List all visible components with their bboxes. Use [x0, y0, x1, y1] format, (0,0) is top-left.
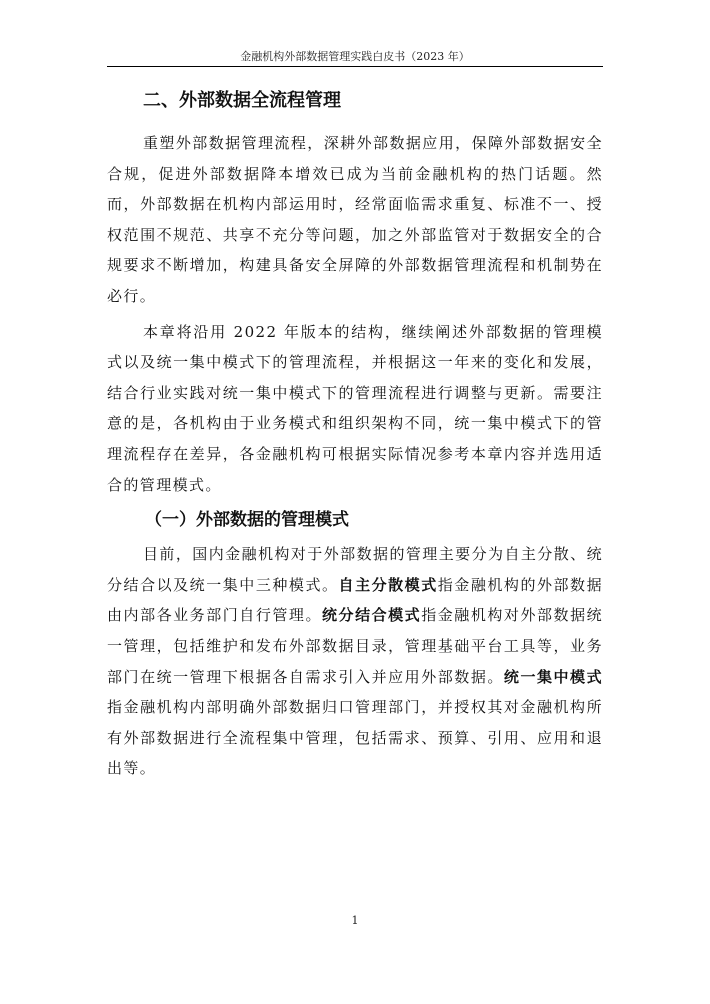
running-header: 金融机构外部数据管理实践白皮书（2023 年） [240, 50, 470, 63]
paragraph-text: 指金融机构的外部数据由内部各业务部门自行管理。 [107, 575, 603, 625]
body-paragraph: 本章将沿用 2022 年版本的结构，继续阐述外部数据的管理模式以及统一集中模式下的管理流程，并根据这一年来的变化和发展，结合行业实践对统一集中模式下的管理流程进行调整与更新。需要注意的是，各机构由于业务模式和组织架构不同，统一集中模式下的管理流程存在差异，各金融机构可根据实际情况参考本章内容并选用适合的管理模式。 [107, 322, 603, 494]
bold-term-centralized: 统一集中模式 [503, 667, 603, 686]
bold-term-decentralized: 自主分散模式 [338, 575, 438, 594]
body-paragraph: 重塑外部数据管理流程，深耕外部数据应用，保障外部数据安全合规，促进外部数据降本增效已成为当前金融机构的热门话题。然而，外部数据在机构内部运用时，经常面临需求重复、标准不一、授权范围不规范、共享不充分等问题，加之外部监管对于数据安全的合规要求不断增加，构建具备安全屏障的外部数据管理流程和机制势在必行。 [107, 134, 603, 305]
paragraph-text: 目前，国内金融机构对于外部数据的管理主要分为自主分散、统分结合以及统一集中三种模式。 [107, 545, 603, 594]
body-paragraph-management-modes [107, 539, 603, 784]
paragraph-text: 指金融机构内部明确外部数据归口管理部门，并授权其对金融机构所有外部数据进行全流程集中管理，包括需求、预算、引用、应用和退出等。 [107, 698, 603, 778]
header-rule [107, 66, 603, 67]
page-number: 1 [351, 914, 359, 927]
paragraph-text: 指金融机构对外部数据统一管理，包括维护和发布外部数据目录，管理基础平台工具等，业务部门在统一管理下根据各自需求引入并应用外部数据。 [107, 606, 604, 686]
section-heading: 二、外部数据全流程管理 [143, 90, 341, 111]
page-content [107, 88, 603, 784]
bold-term-hybrid: 统分结合模式 [322, 606, 422, 625]
subsection-heading: （一）外部数据的管理模式 [145, 510, 349, 531]
